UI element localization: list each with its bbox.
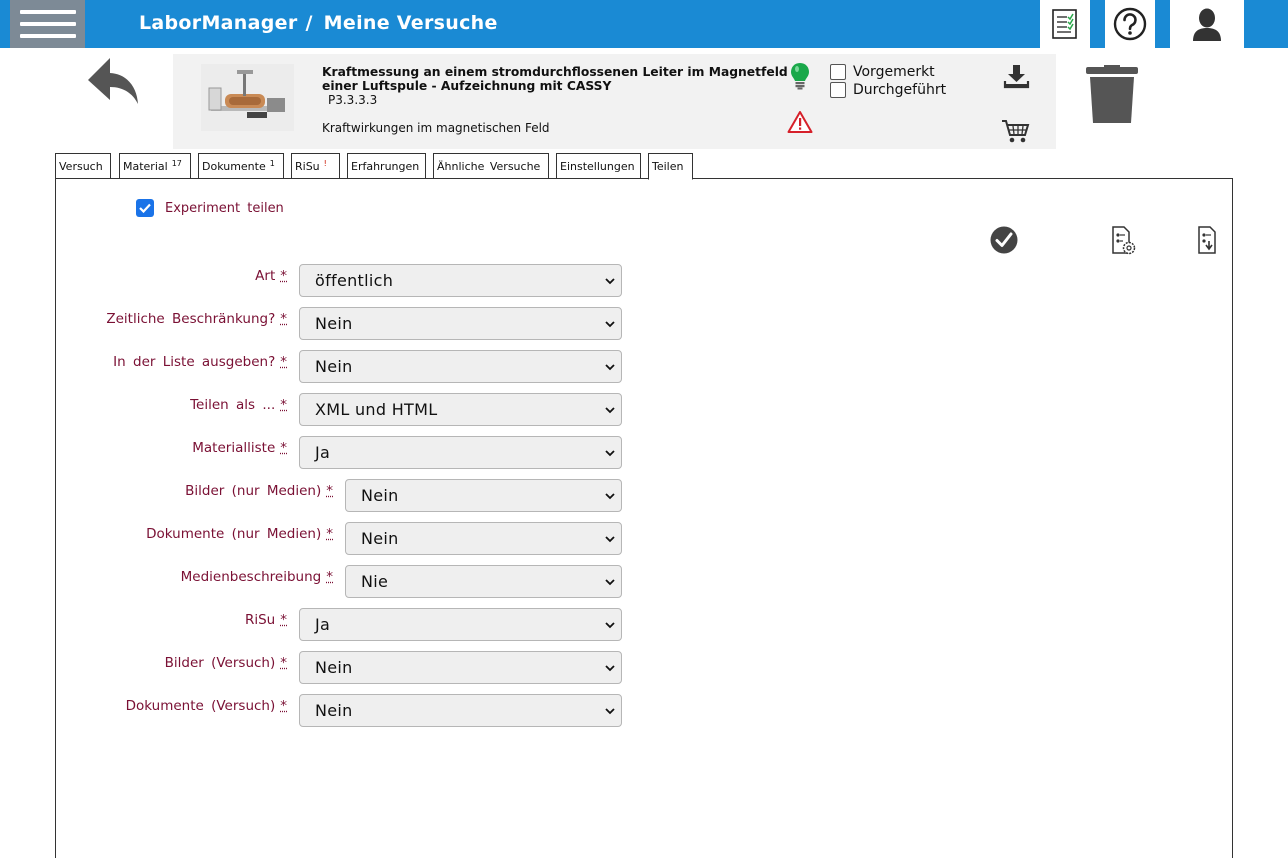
experiment-subtitle: Kraftwirkungen im magnetischen Feld [322, 121, 550, 135]
reserved-checkbox-box[interactable] [830, 64, 846, 80]
field-label-materialliste [192, 440, 287, 456]
label-text: Zeitliche Beschränkung? [106, 311, 276, 327]
required-star: * [326, 569, 333, 585]
tab-dokumente[interactable] [198, 153, 284, 179]
share-experiment-checkbox[interactable] [136, 199, 284, 217]
tab-badge: 1 [269, 159, 275, 168]
download-icon[interactable] [1003, 64, 1030, 94]
field-label-medienbeschreibung [181, 569, 333, 585]
user-profile-icon[interactable] [1170, 0, 1244, 48]
label-text: Medienbeschreibung [180, 569, 322, 585]
select-value: Nein [315, 658, 353, 677]
select-liste-ausgeben[interactable] [299, 350, 622, 383]
label-text: Materialliste [192, 440, 276, 456]
document-download-icon[interactable] [1197, 226, 1219, 260]
label-text: Bilder (nur Medien) [185, 483, 322, 499]
label-text: Art [255, 268, 276, 284]
share-experiment-label: Experiment teilen [165, 200, 284, 216]
tab-erfahrungen[interactable] [347, 153, 426, 179]
lightbulb-icon[interactable] [790, 62, 810, 94]
confirm-check-icon[interactable] [990, 226, 1018, 258]
select-dokumente-versuch[interactable] [299, 694, 622, 727]
app-name[interactable]: LaborManager [139, 12, 298, 34]
select-value: Ja [315, 443, 331, 462]
select-bilder-medien[interactable] [345, 479, 622, 512]
chevron-down-icon [605, 405, 615, 415]
tab-badge: ! [323, 159, 327, 168]
chevron-down-icon [605, 534, 615, 544]
select-value: Nein [361, 486, 399, 505]
field-label-risu [245, 612, 287, 628]
tab-versuch[interactable] [55, 153, 111, 179]
select-value: öffentlich [315, 271, 394, 290]
page-title [139, 12, 498, 34]
chevron-down-icon [605, 577, 615, 587]
label-text: Dokumente (Versuch) [125, 698, 276, 714]
required-star: * [280, 612, 287, 628]
trash-icon[interactable] [1084, 65, 1140, 129]
top-bar [0, 0, 1288, 48]
required-star: * [280, 268, 287, 284]
select-value: Nein [315, 701, 353, 720]
tab-aehnliche-versuche[interactable] [433, 153, 549, 179]
chevron-down-icon [605, 620, 615, 630]
tab-teilen[interactable] [648, 153, 693, 180]
tab-risu[interactable] [291, 153, 340, 179]
tab-label: Versuch [59, 160, 103, 173]
done-checkbox[interactable] [830, 82, 946, 98]
field-label-bilder-medien [185, 483, 333, 499]
chevron-down-icon [605, 448, 615, 458]
tab-label: Erfahrungen [351, 160, 420, 173]
chevron-down-icon [605, 362, 615, 372]
back-arrow-icon[interactable] [86, 54, 142, 110]
select-medienbeschreibung[interactable] [345, 565, 622, 598]
checklist-icon[interactable] [1040, 0, 1090, 48]
chevron-down-icon [605, 663, 615, 673]
tab-label: Ähnliche Versuche [437, 160, 541, 173]
reserved-checkbox[interactable] [830, 64, 935, 80]
done-label: Durchgeführt [853, 82, 947, 98]
select-teilen-als[interactable] [299, 393, 622, 426]
select-value: Nein [361, 529, 399, 548]
reserved-label: Vorgemerkt [853, 64, 935, 80]
required-star: * [326, 526, 333, 542]
select-value: Ja [315, 615, 331, 634]
select-dokumente-medien[interactable] [345, 522, 622, 555]
label-text: RiSu [244, 612, 276, 628]
page-name: Meine Versuche [323, 12, 498, 34]
label-text: Dokumente (nur Medien) [146, 526, 322, 542]
select-materialliste[interactable] [299, 436, 622, 469]
field-label-art [255, 268, 287, 284]
required-star: * [326, 483, 333, 499]
select-value: Nie [361, 572, 389, 591]
label-text: Bilder (Versuch) [164, 655, 276, 671]
tab-badge: 17 [171, 159, 182, 168]
share-panel [55, 178, 1233, 858]
hamburger-menu-icon[interactable] [10, 0, 85, 48]
required-star: * [280, 698, 287, 714]
experiment-title: Kraftmessung an einem stromdurchflossenen Leiter im Magnetfeld einer Luftspule - Aufzeichnung mit CASSY [322, 65, 788, 93]
select-value: Nein [315, 314, 353, 333]
select-bilder-versuch[interactable] [299, 651, 622, 684]
experiment-code: P3.3.3.3 [328, 93, 378, 107]
done-checkbox-box[interactable] [830, 82, 846, 98]
field-label-dokumente-versuch [126, 698, 287, 714]
select-risu[interactable] [299, 608, 622, 641]
chevron-down-icon [605, 276, 615, 286]
field-label-zeitliche-beschraenkung [106, 311, 287, 327]
tab-label: Einstellungen [560, 160, 635, 173]
document-settings-icon[interactable] [1111, 226, 1137, 260]
select-value: XML und HTML [315, 400, 438, 419]
tab-einstellungen[interactable] [556, 153, 641, 179]
chevron-down-icon [605, 706, 615, 716]
help-icon[interactable] [1105, 0, 1155, 48]
required-star: * [280, 354, 287, 370]
field-label-dokumente-medien [146, 526, 333, 542]
select-value: Nein [315, 357, 353, 376]
tab-label: Dokumente [202, 160, 266, 173]
field-label-liste-ausgeben [113, 354, 287, 370]
required-star: * [280, 397, 287, 413]
tab-material[interactable] [119, 153, 191, 179]
required-star: * [280, 440, 287, 456]
experiment-header [173, 54, 1056, 149]
required-star: * [280, 311, 287, 327]
select-art[interactable] [299, 264, 622, 297]
field-label-bilder-versuch [165, 655, 287, 671]
tab-label: RiSu [295, 160, 320, 173]
tab-label: Teilen [652, 160, 684, 173]
select-zeitliche-beschraenkung[interactable] [299, 307, 622, 340]
field-label-teilen-als [190, 397, 287, 413]
shopping-cart-icon[interactable] [1001, 118, 1031, 148]
tab-label: Material [123, 160, 168, 173]
experiment-thumbnail[interactable] [201, 64, 294, 131]
chevron-down-icon [605, 319, 615, 329]
label-text: In der Liste ausgeben? [113, 354, 276, 370]
required-star: * [280, 655, 287, 671]
chevron-down-icon [605, 491, 615, 501]
title-separator: / [305, 12, 313, 34]
label-text: Teilen als ... [190, 397, 276, 413]
warning-icon[interactable] [787, 110, 813, 138]
checkbox-checked-icon[interactable] [136, 199, 154, 217]
